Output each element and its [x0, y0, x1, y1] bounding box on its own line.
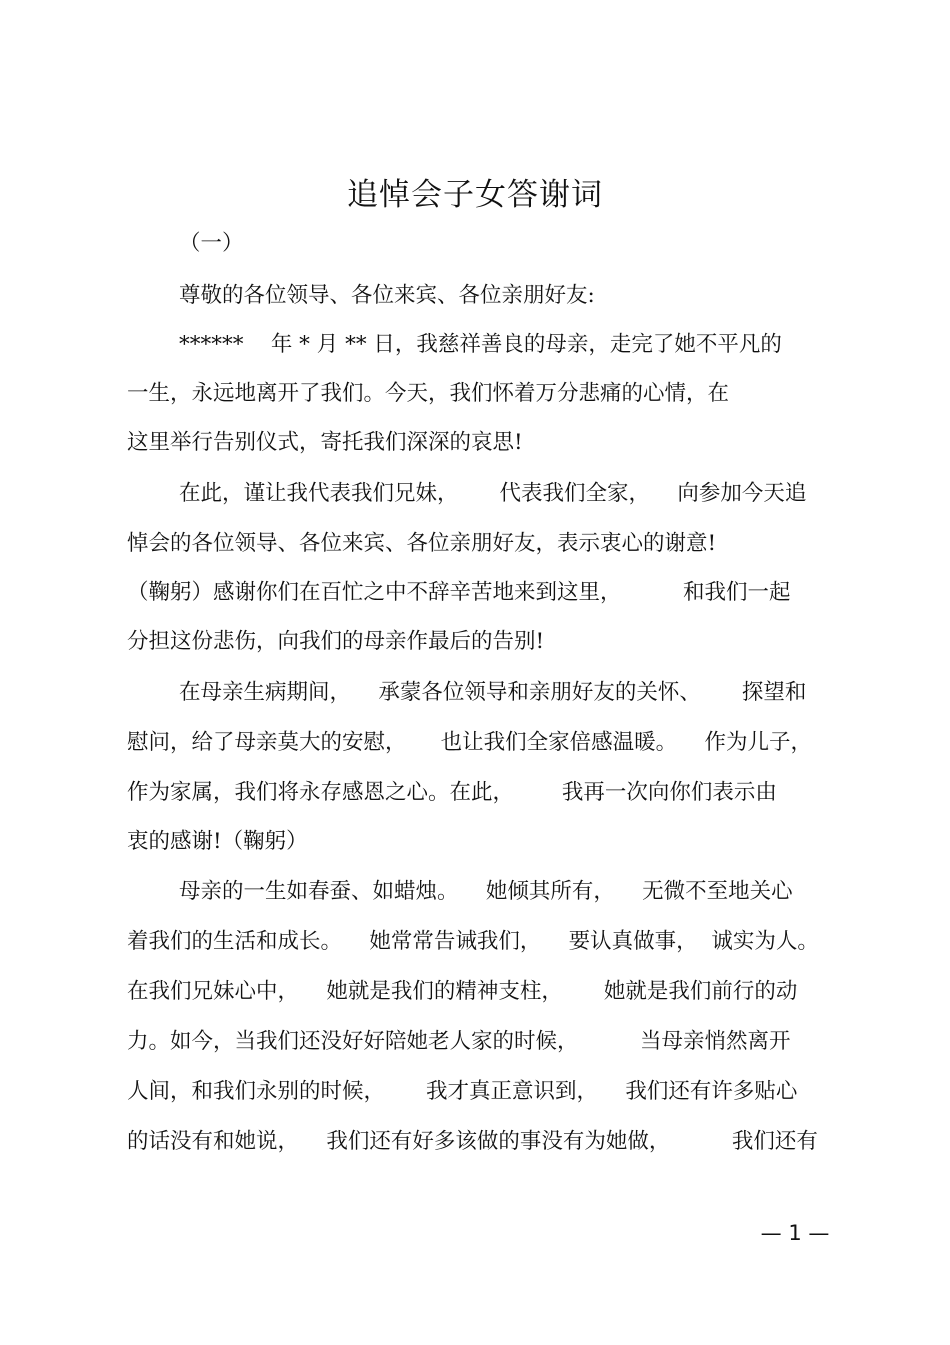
paragraph-line: （鞠躬）感谢你们在百忙之中不辞辛苦地来到这里， 和我们一起: [127, 580, 791, 605]
paragraph-line: 尊敬的各位领导、各位来宾、各位亲朋好友:: [179, 283, 595, 308]
paragraph-line: 这里举行告别仪式，寄托我们深深的哀思!: [127, 430, 523, 455]
paragraph-line: 分担这份悲伤，向我们的母亲作最后的告别!: [127, 629, 545, 654]
paragraph-line: 在母亲生病期间， 承蒙各位领导和亲朋好友的关怀、 探望和: [179, 680, 807, 705]
paragraph-line: 作为家属，我们将永存感恩之心。在此， 我再一次向你们表示由: [127, 780, 777, 805]
paragraph-line: 母亲的一生如春蚕、如蜡烛。 她倾其所有， 无微不至地关心: [179, 879, 793, 904]
paragraph-line: 在我们兄妹心中， 她就是我们的精神支柱， 她就是我们前行的动: [127, 979, 798, 1004]
paragraph-line: 人间，和我们永别的时候， 我才真正意识到， 我们还有许多贴心: [127, 1079, 798, 1104]
paragraph-line: 一生，永远地离开了我们。今天，我们怀着万分悲痛的心情，在: [127, 381, 730, 406]
page-number: — 1 —: [760, 1221, 830, 1245]
document-title: 追悼会子女答谢词: [347, 177, 603, 213]
paragraph-line: 着我们的生活和成长。 她常常告诫我们， 要认真做事， 诚实为人。: [127, 929, 819, 954]
paragraph-line: 悼会的各位领导、各位来宾、各位亲朋好友，表示衷心的谢意!: [127, 531, 717, 556]
paragraph-line: 衷的感谢!（鞠躬）: [127, 829, 308, 854]
paragraph-line: 慰问，给了母亲莫大的安慰， 也让我们全家倍感温暖。 作为儿子，: [127, 730, 813, 755]
paragraph-line: 在此，谨让我代表我们兄妹， 代表我们全家， 向参加今天追: [179, 481, 807, 506]
paragraph-line: 的话没有和她说， 我们还有好多该做的事没有为她做， 我们还有: [127, 1129, 818, 1154]
section-marker: （一）: [179, 231, 244, 256]
paragraph-line: 力。如今，当我们还没好好陪她老人家的时候， 当母亲悄然离开: [127, 1029, 791, 1054]
paragraph-line: ****** 年 * 月 ** 日，我慈祥善良的母亲，走完了她不平凡的: [179, 332, 782, 357]
